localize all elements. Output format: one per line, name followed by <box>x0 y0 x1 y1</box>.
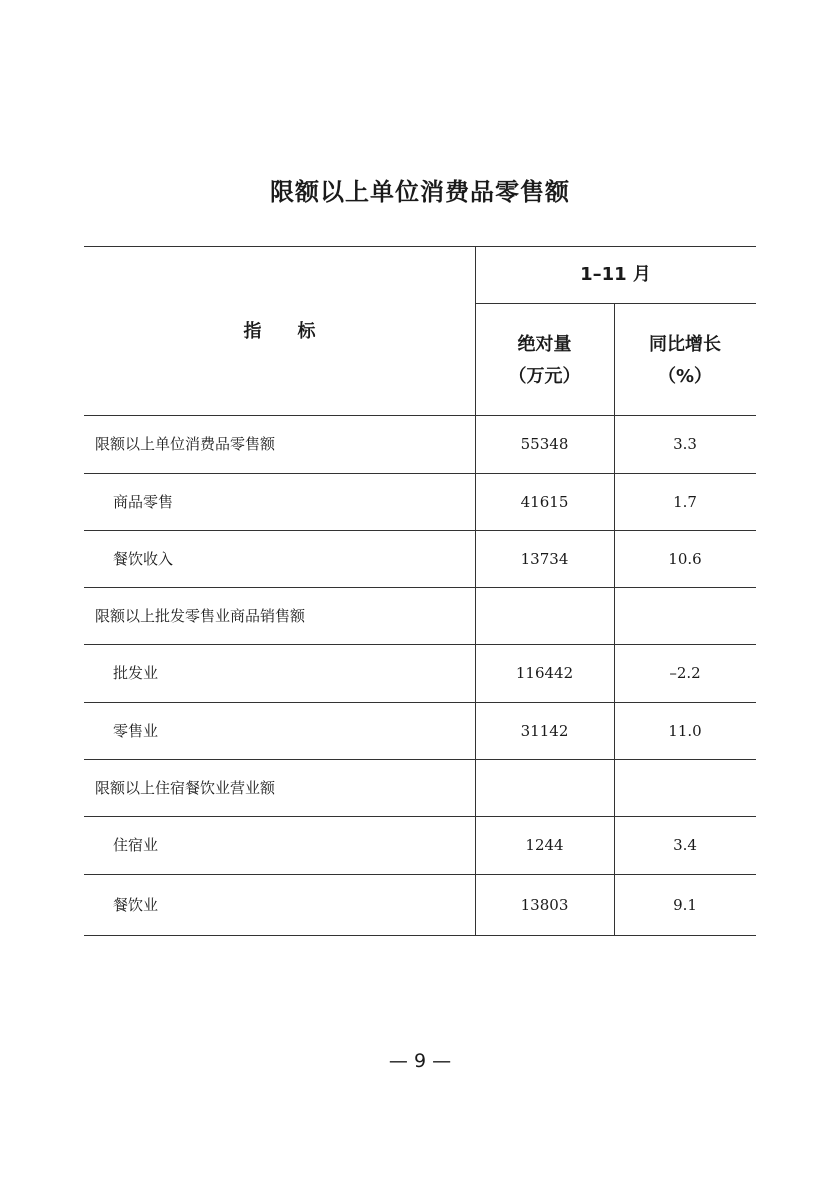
row-label: 餐饮收入 <box>113 550 174 568</box>
table-bottom-rule <box>84 935 756 936</box>
row-rule <box>84 874 756 875</box>
header-mid-rule <box>475 303 756 304</box>
row-label: 限额以上住宿餐饮业营业额 <box>95 779 276 797</box>
row-rule <box>84 816 756 817</box>
row-rule <box>84 473 756 474</box>
row-label: 餐饮业 <box>113 896 159 914</box>
row-growth: –2.2 <box>669 664 701 682</box>
row-value: 41615 <box>520 493 569 511</box>
row-label: 限额以上单位消费品零售额 <box>95 435 276 453</box>
header-period: 1–11 月 <box>580 264 651 285</box>
row-label: 批发业 <box>113 664 159 682</box>
row-rule <box>84 587 756 588</box>
header-growth: 同比增长 <box>649 334 721 355</box>
row-growth: 11.0 <box>668 722 702 740</box>
row-value: 13734 <box>520 550 569 568</box>
row-label: 商品零售 <box>113 493 174 511</box>
row-value: 31142 <box>520 722 569 740</box>
row-growth: 1.7 <box>673 493 697 511</box>
header-growth-unit: （%） <box>657 366 713 387</box>
row-growth: 3.3 <box>673 435 697 453</box>
row-label: 住宿业 <box>113 836 159 854</box>
row-growth: 10.6 <box>668 550 702 568</box>
header-absolute-value: 绝对量 <box>517 334 572 355</box>
page-number: — 9 — <box>388 1050 452 1072</box>
table-top-rule <box>84 246 756 247</box>
row-rule <box>84 644 756 645</box>
row-value: 55348 <box>520 435 569 453</box>
row-rule <box>84 530 756 531</box>
row-rule <box>84 759 756 760</box>
row-growth: 3.4 <box>673 836 697 854</box>
page-title: 限额以上单位消费品零售额 <box>270 178 570 206</box>
row-rule <box>84 702 756 703</box>
header-indicator: 指 标 <box>243 321 316 342</box>
header-absolute-unit: （万元） <box>508 366 581 387</box>
row-label: 限额以上批发零售业商品销售额 <box>95 607 306 625</box>
row-value: 13803 <box>520 896 569 914</box>
row-value: 116442 <box>515 664 574 682</box>
row-label: 零售业 <box>113 722 159 740</box>
row-value: 1244 <box>525 836 564 854</box>
header-bottom-rule <box>84 415 756 416</box>
row-growth: 9.1 <box>673 896 697 914</box>
